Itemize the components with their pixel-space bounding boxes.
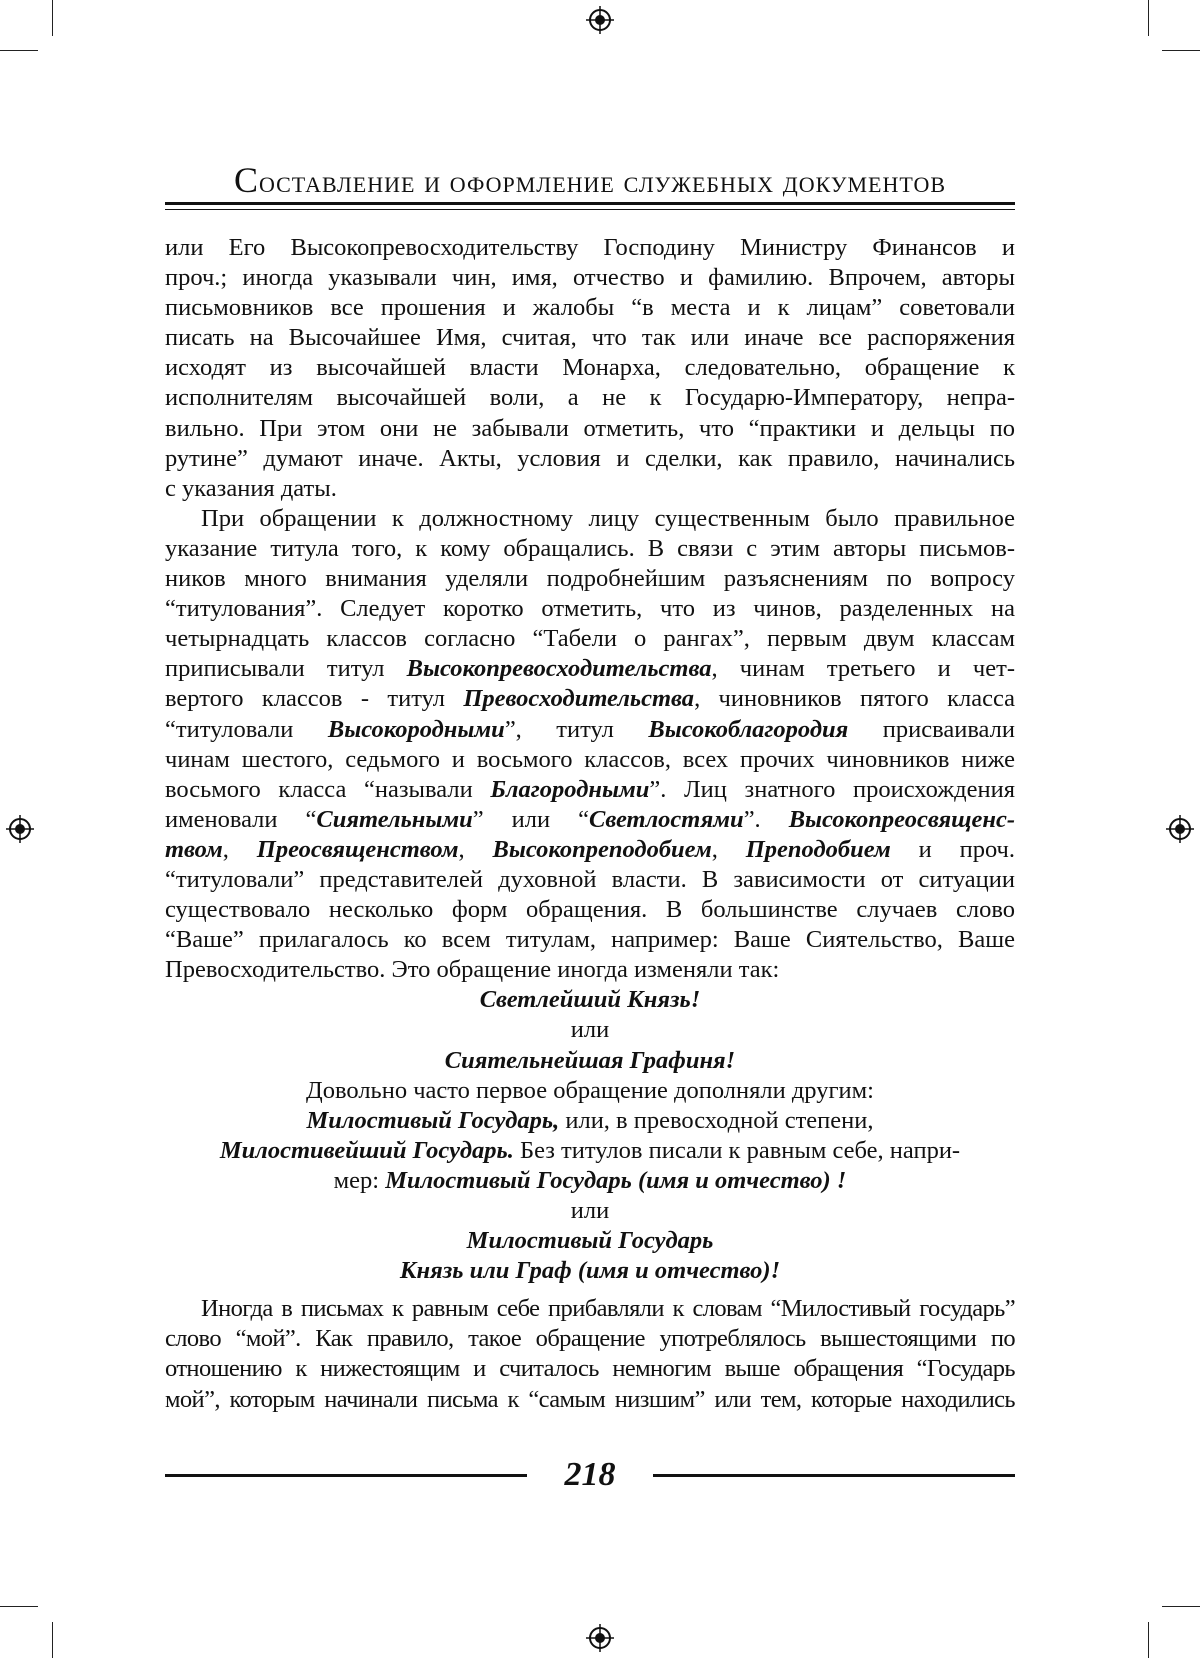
emphasized-title: Милостивый Государь — [466, 1227, 714, 1255]
text-line — [165, 985, 1015, 1015]
text-line — [165, 444, 1015, 474]
text-run: “титуловали” представителей духовной власти. В зависимости от ситуации — [165, 865, 1015, 893]
running-header — [165, 160, 1015, 202]
text-line — [165, 1196, 1015, 1226]
running-header-text: оставление и оформление служебных документов — [258, 164, 947, 199]
text-line — [165, 414, 1015, 444]
crop-mark — [52, 0, 53, 36]
emphasized-title: Превосходительства — [463, 685, 695, 713]
emphasized-title: Светлостями — [589, 805, 744, 833]
text-run: исходят из высочайшей власти Монарха, следовательно, обращение к — [165, 354, 1015, 382]
text-run: мер: — [333, 1166, 386, 1194]
emphasized-title: Преподобием — [745, 835, 891, 863]
text-run: ” или “ — [472, 805, 589, 833]
text-run: с указания даты. — [165, 474, 337, 502]
text-run: или, в превосходной степени, — [559, 1106, 874, 1134]
text-line — [165, 1166, 1015, 1196]
crop-mark — [52, 1622, 53, 1658]
text-run: “титуловали — [165, 715, 328, 743]
text-run: “Ваше” прилагалось ко всем титулам, например: Ваше Сиятельство, Ваше — [165, 926, 1015, 954]
text-run: присваивали — [848, 715, 1015, 743]
text-line — [165, 1294, 1015, 1324]
text-line — [165, 955, 1015, 985]
text-line — [165, 775, 1015, 805]
text-line — [165, 1106, 1015, 1136]
emphasized-title: Милостивый Государь (имя и отчество) ! — [385, 1166, 847, 1194]
text-line — [165, 715, 1015, 745]
text-run: приписывали титул — [165, 655, 407, 683]
text-line — [165, 353, 1015, 383]
text-run: При обращении к должностному лицу существенным было правильное — [201, 504, 1015, 532]
text-run: отношению к нижестоящим и считалось немногим выше обращения “Государь — [165, 1355, 1015, 1383]
text-run: или — [570, 1197, 610, 1224]
text-run: ”. Лиц знатного происхождения — [649, 775, 1015, 803]
text-run: указание титула того, к кому обращались. В связи с этим авторы письмов- — [165, 534, 1015, 562]
text-line — [165, 564, 1015, 594]
text-run: Довольно часто первое обращение дополняли другим: — [306, 1076, 874, 1104]
registration-mark-icon — [6, 815, 34, 843]
text-line — [165, 263, 1015, 293]
text-run: и проч. — [890, 835, 1016, 863]
header-rule — [165, 209, 1015, 210]
page-body — [165, 233, 1015, 1415]
text-line — [165, 233, 1015, 263]
text-line — [165, 383, 1015, 413]
running-header-initial: С — [233, 160, 259, 200]
text-run: восьмого класса “называли — [165, 775, 491, 803]
text-run: Иногда в письмах к равным себе прибавляли к словам “Милостивый государь” — [201, 1295, 1015, 1323]
footer-rule — [165, 1474, 527, 1477]
emphasized-title: Высокородными — [327, 715, 505, 743]
text-run: существовало несколько форм обращения. В большинстве случаев слово — [165, 896, 1015, 924]
crop-mark — [1162, 1606, 1200, 1607]
emphasized-title: Милостивейший Государь. — [219, 1136, 514, 1164]
text-line — [165, 1385, 1015, 1415]
registration-mark-icon — [586, 1624, 614, 1652]
centered-block — [165, 985, 1015, 1286]
text-line — [165, 323, 1015, 353]
text-run: или — [570, 1016, 610, 1044]
text-line — [165, 293, 1015, 323]
emphasized-title: Преосвященством — [256, 835, 459, 863]
text-line — [165, 1256, 1015, 1286]
text-line — [165, 504, 1015, 534]
crop-mark — [1162, 50, 1200, 51]
text-run: ”, титул — [504, 715, 649, 743]
text-run: Без титулов писали к равным себе, напри- — [513, 1136, 961, 1164]
text-run: письмовников все прошения и жалобы “в места и к лицам” советовали — [165, 294, 1015, 322]
text-line — [165, 925, 1015, 955]
text-run: , — [222, 835, 257, 863]
text-line — [165, 474, 1015, 504]
text-run: или Его Высокопревосходительству Господину Министру Финансов и — [165, 234, 1015, 261]
text-run: слово “мой”. Как правило, такое обращение употреблялось вышестоящими по — [165, 1325, 1015, 1353]
text-run: мой”, которым начинали письма к “самым низшим” или тем, которые находились — [165, 1385, 1015, 1413]
registration-mark-icon — [1166, 815, 1194, 843]
text-run: , — [711, 835, 746, 863]
text-line — [165, 684, 1015, 714]
page-number: 218 — [564, 1456, 616, 1493]
emphasized-title: Светлейший Князь! — [479, 986, 701, 1014]
text-line — [165, 1046, 1015, 1076]
emphasized-title: Высокоблагородия — [648, 715, 849, 743]
text-line — [165, 534, 1015, 564]
crop-mark — [1148, 1622, 1149, 1658]
text-run: , чиновников пятого класса — [694, 685, 1015, 713]
text-line — [165, 654, 1015, 684]
text-run: ”. — [743, 805, 789, 833]
crop-mark — [0, 50, 38, 51]
registration-mark-icon — [586, 6, 614, 34]
emphasized-title: Высокопреосвященс- — [788, 805, 1016, 833]
text-run: ников много внимания уделяли подробнейшим разъяснениям по вопросу — [165, 565, 1015, 593]
text-run: рутине” думают иначе. Акты, условия и сделки, как правило, начинались — [165, 444, 1015, 472]
paragraph — [165, 1294, 1015, 1414]
emphasized-title: Высокопревосходительства — [406, 655, 712, 683]
text-run: писать на Высочайшее Имя, считая, что так или иначе все распоряжения — [165, 324, 1015, 352]
text-line — [165, 1226, 1015, 1256]
text-run: вертого классов - титул — [165, 685, 464, 713]
text-run: , чинам третьего и чет- — [711, 655, 1015, 683]
text-run: чинам шестого, седьмого и восьмого классов, всех прочих чиновников ниже — [165, 745, 1015, 773]
text-line — [165, 1136, 1015, 1166]
text-line — [165, 624, 1015, 654]
crop-mark — [1148, 0, 1149, 36]
emphasized-title: Князь или Граф (имя и отчество)! — [399, 1257, 781, 1285]
emphasized-title: Сиятельнейшая Графиня! — [444, 1046, 736, 1074]
footer-rule — [653, 1474, 1015, 1477]
emphasized-title: Благородными — [490, 775, 650, 803]
text-run: “титулования”. Следует коротко отметить, что из чинов, разделенных на — [165, 595, 1015, 623]
paragraph — [165, 504, 1015, 986]
text-line — [165, 865, 1015, 895]
header-rule — [165, 202, 1015, 205]
text-run: именовали “ — [165, 805, 317, 833]
emphasized-title: Милостивый Государь, — [306, 1106, 560, 1134]
text-run: Превосходительство. Это обращение иногда изменяли так: — [165, 956, 780, 984]
text-line — [165, 1354, 1015, 1384]
crop-mark — [0, 1606, 38, 1607]
paragraph — [165, 233, 1015, 504]
text-line — [165, 805, 1015, 835]
text-line — [165, 1015, 1015, 1045]
text-run: проч.; иногда указывали чин, имя, отчество и фамилию. Впрочем, авторы — [165, 264, 1015, 292]
text-run: исполнителям высочайшей воли, а не к Государю-Императору, непра- — [165, 384, 1015, 412]
emphasized-title: Высокопреподобием — [492, 835, 712, 863]
text-run: четырнадцать классов согласно “Табели о рангах”, первым двум классам — [165, 625, 1015, 653]
emphasized-title: твом — [165, 835, 223, 863]
text-run: , — [458, 835, 493, 863]
text-run: вильно. При этом они не забывали отметить, что “практики и дельцы по — [165, 414, 1015, 442]
text-line — [165, 745, 1015, 775]
text-line — [165, 835, 1015, 865]
text-line — [165, 895, 1015, 925]
text-line — [165, 594, 1015, 624]
text-line — [165, 1324, 1015, 1354]
emphasized-title: Сиятельными — [316, 805, 473, 833]
text-line — [165, 1076, 1015, 1106]
